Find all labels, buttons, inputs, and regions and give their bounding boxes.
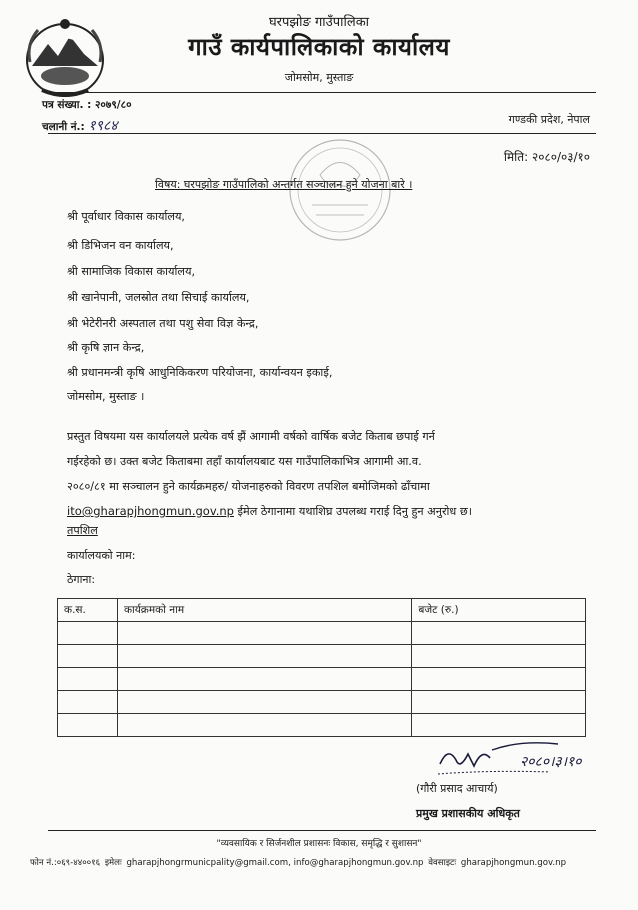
table-cell: [117, 691, 411, 714]
office-name-field: कार्यालयको नाम:: [67, 549, 136, 562]
table-cell: [117, 714, 411, 737]
table-cell: [412, 691, 586, 714]
addressee-line: श्री डिभिजन वन कार्यालय,: [67, 239, 174, 252]
addressee-line: श्री पूर्वाधार विकास कार्यालय,: [67, 210, 185, 223]
signatory-name: (गौरी प्रसाद आचार्य): [416, 782, 498, 795]
table-header-row: [58, 599, 586, 622]
contact-footer: [30, 856, 568, 868]
addressee-line: श्री सामाजिक विकास कार्यालय,: [67, 265, 196, 278]
body-line-with-email: [67, 499, 582, 524]
addressee-line: श्री खानेपानी, जलस्रोत तथा सिचाई कार्यालय,: [67, 291, 250, 304]
letter-number: पत्र संख्या. : २०७९/८०: [42, 99, 132, 111]
column-header-serial: क.स.: [58, 599, 118, 622]
table-cell: [412, 714, 586, 737]
body-line: प्रस्तुत विषयमा यस कार्यालयले प्रत्येक वर्ष झैं आगामी वर्षको वार्षिक बजेट किताब छपाई गर्न: [67, 430, 435, 443]
program-budget-table: [57, 598, 586, 737]
table-cell: [58, 714, 118, 737]
addressee-line: जोमसोम, मुस्ताङ ।: [67, 390, 145, 403]
dispatch-number-label: चलानी नं.:: [42, 121, 85, 133]
letter-date: मिति: २०८०/०३/१०: [503, 150, 590, 164]
table-cell: [412, 668, 586, 691]
table-row: [58, 668, 586, 691]
column-header-budget: बजेट (रु.): [412, 599, 586, 622]
table-row: [58, 714, 586, 737]
details-heading: तपशिल: [67, 524, 98, 537]
letter-body: [67, 424, 582, 524]
office-motto: "व्यवसायिक र सिर्जनशील प्रशासनः विकास, समृद्धि र सुशासन": [216, 839, 422, 849]
table-cell: [117, 668, 411, 691]
addressee-line: श्री कृषि ज्ञान केन्द्र,: [67, 341, 145, 354]
column-header-program: कार्यक्रमको नाम: [117, 599, 411, 622]
phone-number: फोन नं.:०६९-४४००१६: [30, 858, 101, 868]
table-cell: [412, 645, 586, 668]
office-title: गाउँ कार्यपालिकाको कार्यालय: [188, 33, 450, 61]
footer-emails[interactable]: gharapjhongrmunicpality@gmail.com, info@gharapjhongmun.gov.np: [126, 858, 424, 868]
body-line: ईमेल ठेगानामा यथाशिघ्र उपलब्ध गराई दिनु हुन अनुरोध छ।: [234, 505, 472, 518]
dispatch-number-handwritten: १९८४: [88, 118, 118, 134]
table-cell: [58, 645, 118, 668]
table-cell: [117, 645, 411, 668]
table-cell: [117, 622, 411, 645]
body-line: गईरहेको छ। उक्त बजेट किताबमा तहाँ कार्यालयबाट यस गाउँपालिकाभित्र आगामी आ.व.: [67, 455, 422, 468]
table-row: [58, 645, 586, 668]
address-field: ठेगाना:: [67, 573, 96, 586]
body-line: २०८०/८१ मा सञ्चालन हुने कार्यक्रमहरु/ योजनाहरुको विवरण तपशिल बमोजिमको ढाँचामा: [67, 480, 430, 493]
letter-subject: विषय: घरपझोङ गाउँपालिको अन्तर्गत सञ्चालन हुने योजना बारे ।: [155, 178, 413, 191]
municipality-name: घरपझोङ गाउँपालिका: [268, 15, 370, 30]
footer-divider: [48, 830, 596, 831]
email-link[interactable]: ito@gharapjhongmun.gov.np: [67, 504, 234, 518]
signatory-role: प्रमुख प्रशासकीय अधिकृत: [416, 807, 520, 820]
table-cell: [412, 622, 586, 645]
meta-divider: [48, 133, 596, 134]
addressee-line: श्री प्रधानमन्त्री कृषि आधुनिकिकरण परियोजना, कार्यान्वयन इकाई,: [67, 366, 333, 379]
handwritten-date: २०८०।३।१०: [520, 754, 582, 770]
table-cell: [58, 691, 118, 714]
footer-website[interactable]: gharapjhongmun.gov.np: [460, 858, 567, 868]
office-location: जोमसोम, मुस्ताङ: [284, 71, 354, 84]
header-divider: [48, 92, 596, 93]
website-label: वेवसाइटः: [428, 858, 457, 868]
table-row: [58, 691, 586, 714]
province-name: गण्डकी प्रदेश, नेपाल: [508, 113, 590, 126]
table-row: [58, 622, 586, 645]
email-label: इमेलः: [104, 858, 122, 868]
addressee-line: श्री भेटेरीनरी अस्पताल तथा पशु सेवा विज्ञ केन्द्र,: [67, 317, 259, 330]
table-cell: [58, 668, 118, 691]
table-cell: [58, 622, 118, 645]
